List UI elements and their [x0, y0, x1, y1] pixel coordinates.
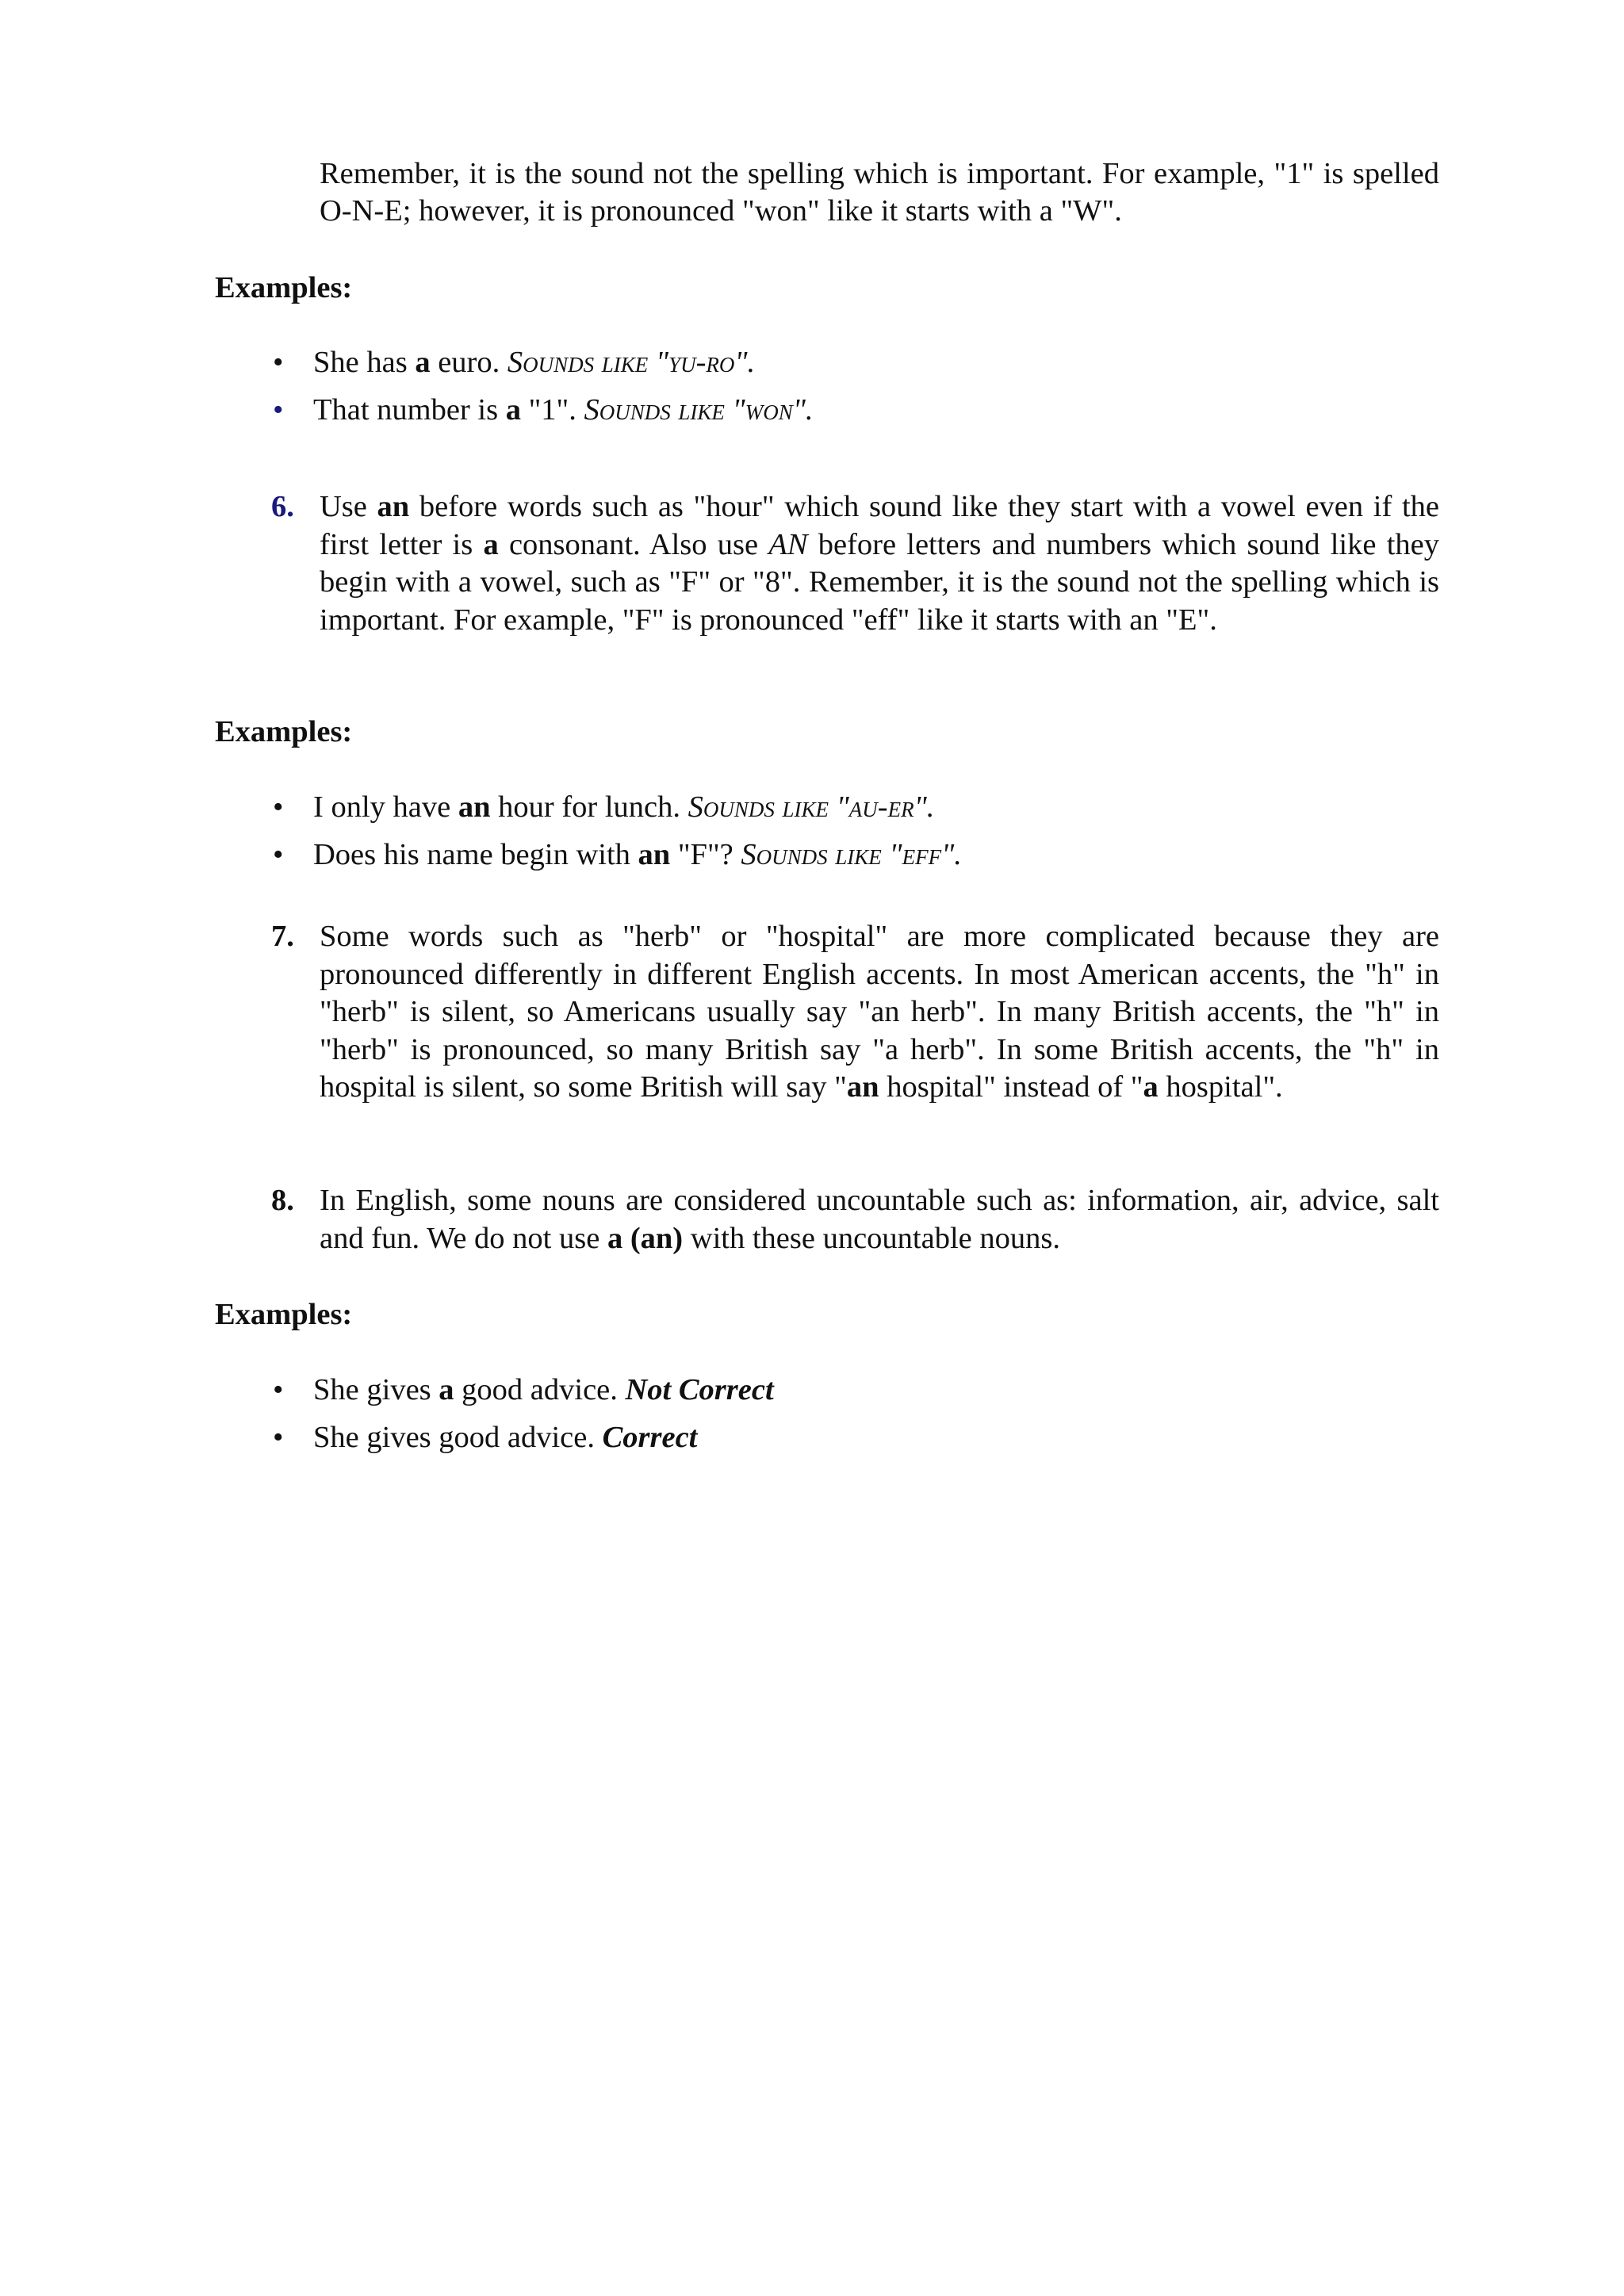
intro-paragraph: Remember, it is the sound not the spelling which is important. For example, "1" is spelled O-N-E; however, it is pronounced "won" like it starts with a "W". — [320, 157, 1439, 228]
pronunciation-note: Sounds like "au-er". — [688, 790, 935, 824]
verdict-label: Not Correct — [625, 1373, 774, 1406]
rule-text: In English, some nouns are considered uncountable such as: information, air, advice, salt and fun. We do not use a (an) with these uncountable nouns. — [320, 1184, 1439, 1255]
rule-text: Use an before words such as "hour" which sound like they start with a vowel even if the first letter is a consonant. Also use AN before letters and numbers which sound like they begin with a vowel, such as "F" or "8". Remember, it is the sound not the spelling which is important. For example, "F" is pronounced "eff" like it starts with an "E". — [320, 490, 1439, 637]
rule-text: Some words such as "herb" or "hospital" are more complicated because they are pronounced differently in different English accents. In most American accents, the "h" in "herb" is silent, so Americans usually say "an herb". In many British accents, the "h" in "herb" is pronounced, so many British say "a herb". In some British accents, the "h" in hospital is silent, so some British will say "an hospital" instead of "a hospital". — [320, 920, 1439, 1104]
rule-number: 7. — [271, 920, 294, 953]
list-item: • She gives good advice. Correct — [271, 1419, 774, 1467]
rule-6 — [271, 488, 1439, 639]
rule-8 — [271, 1182, 1439, 1257]
bullet-icon: • — [273, 1373, 284, 1406]
list-item: • She gives a good advice. Not Correct — [271, 1372, 774, 1419]
list-item: • Does his name begin with an "F"? Sounds like "eff". — [271, 836, 962, 884]
examples-list-1 — [271, 344, 814, 439]
bullet-icon: • — [273, 790, 284, 824]
examples-list-2 — [271, 789, 962, 884]
bullet-icon: • — [273, 838, 284, 871]
bullet-icon: • — [273, 1421, 284, 1454]
verdict-label: Correct — [602, 1421, 698, 1454]
list-item: • She has a euro. Sounds like "yu-ro". — [271, 344, 814, 392]
bullet-icon: • — [273, 393, 284, 427]
examples-heading-2: Examples: — [215, 715, 353, 748]
examples-heading-3: Examples: — [215, 1298, 353, 1331]
pronunciation-note: Sounds like "yu-ro". — [507, 346, 756, 379]
list-item: • I only have an hour for lunch. Sounds like "au-er". — [271, 789, 962, 836]
list-item: • That number is a "1". Sounds like "won". — [271, 392, 814, 439]
examples-heading-1: Examples: — [215, 271, 353, 304]
pronunciation-note: Sounds like "won". — [584, 393, 814, 427]
pronunciation-note: Sounds like "eff". — [741, 838, 962, 871]
rule-number: 6. — [271, 490, 294, 523]
rule-7 — [271, 918, 1439, 1107]
rule-number: 8. — [271, 1184, 294, 1217]
bullet-icon: • — [273, 346, 284, 379]
examples-list-3 — [271, 1372, 774, 1467]
